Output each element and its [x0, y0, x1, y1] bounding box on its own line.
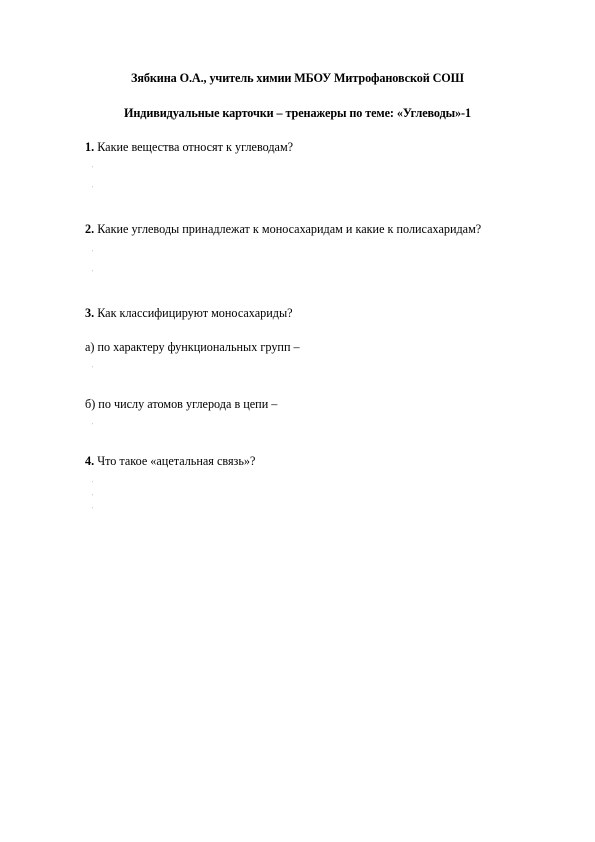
question-1-text: Какие вещества относят к углеводам?	[94, 140, 294, 154]
question-4	[85, 454, 255, 469]
sub-item-a: а) по характеру функциональных групп –	[85, 340, 300, 354]
answer-mark-4a: '	[92, 481, 94, 487]
author-line: Зябкина О.А., учитель химии МБОУ Митрофановской СОШ	[131, 71, 464, 85]
answer-mark-2a: '	[92, 250, 94, 256]
question-3	[85, 306, 293, 321]
question-2-text: Какие углеводы принадлежат к моносахаридам и какие к полисахаридам?	[94, 222, 482, 236]
answer-mark-1a: '	[92, 166, 94, 172]
question-1-number: 1.	[85, 140, 95, 154]
answer-mark-4b: '	[92, 494, 94, 500]
question-4-number: 4.	[85, 454, 95, 468]
question-3-text: Как классифицируют моносахариды?	[94, 306, 293, 320]
answer-mark-3a: '	[92, 366, 94, 372]
worksheet-title: Индивидуальные карточки – тренажеры по теме: «Углеводы»-1	[123, 106, 472, 120]
sub-item-b: б) по числу атомов углерода в цепи –	[85, 397, 278, 411]
answer-mark-1b: '	[92, 186, 94, 192]
answer-mark-2b: '	[92, 270, 94, 276]
question-3-number: 3.	[85, 306, 95, 320]
question-2-number: 2.	[85, 222, 95, 236]
question-1	[85, 140, 293, 155]
answer-mark-4c: '	[92, 507, 94, 513]
answer-mark-3b: '	[92, 423, 94, 429]
question-4-text: Что такое «ацетальная связь»?	[94, 454, 256, 468]
question-2	[85, 222, 481, 237]
